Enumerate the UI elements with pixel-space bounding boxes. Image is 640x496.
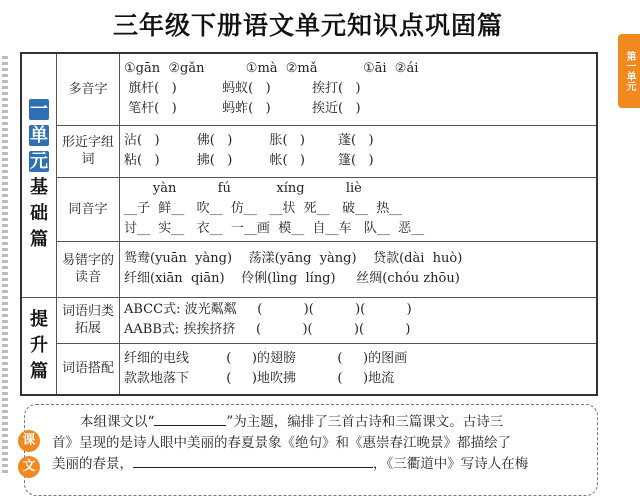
content-line: 纤细的电线 ( )的翅膀 ( )的图画	[124, 350, 408, 366]
section-char: 升	[30, 334, 48, 356]
section-foundation	[21, 53, 57, 297]
section-char: 篇	[30, 360, 48, 382]
section-char: 单	[30, 125, 48, 147]
row-content-word-expand	[120, 297, 598, 343]
section-char: 篇	[30, 229, 48, 251]
binding-rail	[2, 56, 8, 476]
section-char: 提	[30, 308, 48, 330]
knowledge-table	[20, 52, 598, 396]
section-char: 基	[30, 177, 48, 199]
content-line: 纤细(xiān qiān) 伶俐(lìng líng) 丝绸(chóu zhōu)	[124, 271, 460, 286]
lesson-text	[52, 412, 592, 475]
content-line: 笔杆( ) 蚂蚱( ) 挨近( )	[124, 101, 361, 117]
content-line: yàn fú xíng liè	[124, 181, 362, 196]
section-char: 础	[30, 203, 48, 225]
lesson-line-2: 首》呈现的是诗人眼中美丽的春夏景象《绝句》和《惠崇春江晚景》都描绘了	[52, 435, 511, 451]
content-line: ABCC式: 波光粼粼 ( )( )( )	[124, 302, 412, 317]
content-line: 沾( ) 佛( ) 胀( ) 蓬( )	[124, 133, 374, 148]
row-label-similar: 形近字组词	[57, 125, 120, 177]
content-line: 讨__ 实__ 衣__ 一__画 模__ 自__车 队__ 恶__	[124, 221, 425, 236]
side-tab-unit[interactable]: 第一单元	[618, 34, 640, 108]
section-char: 一	[30, 99, 48, 121]
lesson-line-1b: ”为主题，编排了三首古诗和三篇课文。古诗三	[226, 414, 504, 430]
content-line: 旗杆( ) 蚂蚁( ) 挨打( )	[124, 81, 361, 97]
lesson-blank[interactable]	[133, 467, 373, 468]
lesson-line-3b: ，《三衢道中》写诗人在梅	[373, 456, 529, 472]
row-label-polyphonic: 多音字	[57, 53, 120, 125]
row-content-polyphonic	[120, 53, 598, 125]
lesson-line-1a: 本组课文以“	[80, 414, 155, 430]
page-title: 三年级下册语文单元知识点巩固篇	[112, 11, 503, 40]
row-label-word-expand: 词语归类拓展	[57, 297, 120, 343]
row-content-collocation	[120, 343, 598, 395]
row-content-error-prone	[120, 241, 598, 297]
lesson-line-3a: 美丽的春景，	[52, 456, 133, 472]
lesson-badge: 文	[18, 456, 40, 478]
row-label-collocation: 词语搭配	[57, 343, 120, 395]
lesson-badge: 课	[18, 430, 40, 452]
row-content-homophone	[120, 177, 598, 241]
content-line: 鸳鸯(yuān yàng) 荡漾(yāng yàng) 贷款(dài huò)	[124, 251, 463, 266]
content-line: AABB式: 挨挨挤挤 ( )( )( )	[124, 322, 411, 337]
section-advanced	[21, 297, 57, 395]
lesson-blank[interactable]	[154, 425, 226, 426]
content-line: 粘( ) 拂( ) 帐( ) 篷( )	[124, 153, 374, 168]
row-content-similar	[120, 125, 598, 177]
row-label-error-prone: 易错字的读音	[57, 241, 120, 297]
content-line: __子 鲜__ 吹__ 仿__ __状 死__ 破__ 热__	[124, 201, 403, 216]
content-line: 款款地落下 ( )地吹拂 ( )地流	[124, 370, 395, 386]
section-char: 元	[30, 151, 48, 173]
content-line: ①gān ②gǎn ①mà ②mǎ ①āi ②ái	[124, 61, 419, 77]
row-label-homophone: 同音字	[57, 177, 120, 241]
